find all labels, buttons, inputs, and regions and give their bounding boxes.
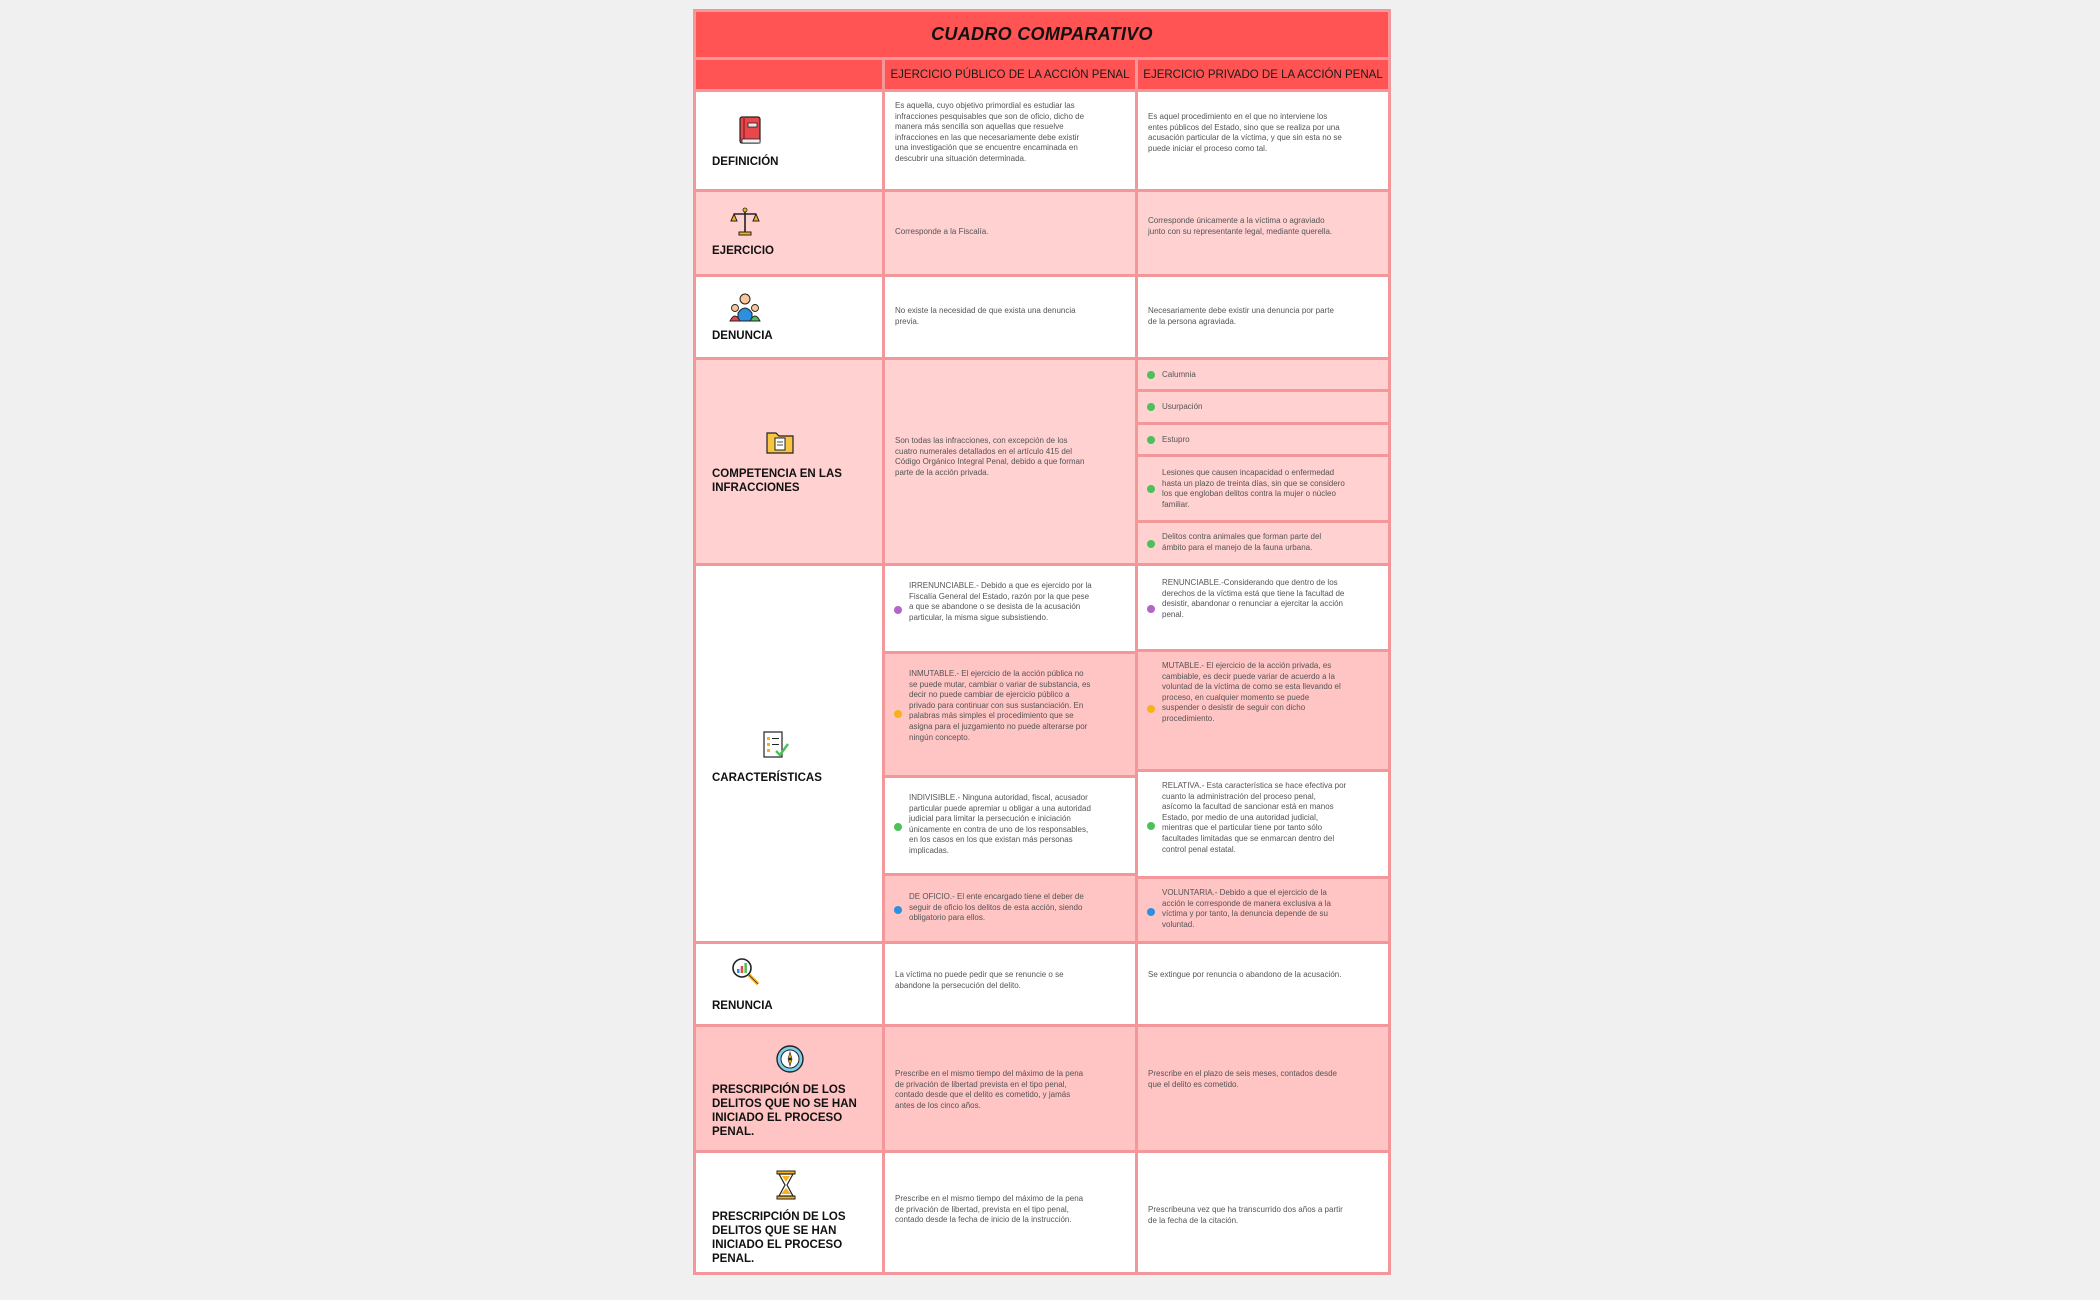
row-label-text: PRESCRIPCIÓN DE LOS DELITOS QUE NO SE HAN INICIADO EL PROCESO PENAL.	[712, 1084, 857, 1138]
row-label-prescripcion-iniciado	[696, 1153, 885, 1272]
green-bullet-icon	[894, 823, 902, 831]
blue-bullet-icon	[1147, 908, 1155, 916]
list-item-de-oficio	[885, 876, 1138, 944]
scales-icon	[729, 206, 761, 238]
row-label-text: CARACTERÍSTICAS	[712, 772, 822, 784]
orange-bullet-icon	[1147, 705, 1155, 713]
cell-text: Prescribe en el mismo tiempo del máximo de la pena de privación de libertad, prevista en el tipo penal, contado desde la fecha de inicio de la instrucción.	[895, 1194, 1084, 1225]
green-check-icon	[1147, 436, 1155, 444]
row-label-caracteristicas	[696, 566, 885, 944]
row-label-renuncia	[696, 944, 885, 1027]
purple-bullet-icon	[894, 606, 902, 614]
green-check-icon	[1147, 371, 1155, 379]
cell-text: Corresponde únicamente a la víctima o agraviado junto con su representante legal, mediante querella.	[1148, 216, 1333, 236]
list-item-text: Estupro	[1162, 435, 1190, 444]
list-item-text: MUTABLE.- El ejercicio de la acción privada, es cambiable, es decir puede variar de acuerdo a la voluntad de la víctima de como se esta llevando el proceso, en cualquier momento se puede suspender o desistir de seguir con dicho procedimiento.	[1162, 661, 1341, 723]
cell-text: Es aquel procedimiento en el que no interviene los entes públicos del Estado, sino que se realiza por una acusación particular de la víctima, y que sin esta no se puede iniciar el proceso como tal.	[1148, 112, 1342, 153]
list-item-text: Delitos contra animales que forman parte del ámbito para el manejo de la fauna urbana.	[1162, 532, 1322, 552]
list-item-text: Usurpación	[1162, 402, 1203, 411]
list-item-mutable	[1138, 652, 1388, 772]
header-empty-cell	[696, 60, 885, 92]
header-private-label: EJERCICIO PRIVADO DE LA ACCIÓN PENAL	[1143, 68, 1383, 81]
list-item-text: Lesiones que causen incapacidad o enfermedad hasta un plazo de treinta días, sin que se considero los que engloban delitos contra la mujer o núcleo familiar.	[1162, 468, 1345, 509]
list-item-lesiones	[1138, 457, 1388, 523]
cell-prescripcion-iniciado-private	[1138, 1153, 1388, 1272]
row-label-denuncia	[696, 277, 885, 360]
cell-text: No existe la necesidad de que exista una denuncia previa.	[895, 306, 1076, 326]
list-item-relativa	[1138, 772, 1388, 879]
purple-bullet-icon	[1147, 605, 1155, 613]
row-label-prescripcion-no-iniciado	[696, 1027, 885, 1153]
comparison-table	[693, 9, 1391, 1275]
list-item-text: Calumnia	[1162, 370, 1196, 379]
list-item-text: RENUNCIABLE.-Considerando que dentro de los derechos de la víctima está que tiene la facultad de desistir, abandonar o renunciar a ejercitar la acción penal.	[1162, 578, 1345, 619]
checklist-icon	[759, 729, 791, 761]
cell-renuncia-public	[885, 944, 1138, 1027]
row-label-text: DENUNCIA	[712, 330, 773, 342]
row-label-text: DEFINICIÓN	[712, 156, 779, 168]
title-bar	[696, 12, 1388, 60]
orange-bullet-icon	[894, 710, 902, 718]
row-label-text: PRESCRIPCIÓN DE LOS DELITOS QUE SE HAN INICIADO EL PROCESO PENAL.	[712, 1211, 846, 1265]
cell-text: Prescribeuna vez que ha transcurrido dos años a partir de la fecha de la citación.	[1148, 1205, 1343, 1225]
cell-ejercicio-public	[885, 192, 1138, 277]
list-item-text: INMUTABLE.- El ejercicio de la acción pública no se puede mutar, cambiar o variar de substancia, es decir no puede cambiar de ejercicio público a privado para continuar con sus sustanciación. En palabras más simples el procedimiento que se asigna para el juzgamiento no puede alterarse por ningún concepto.	[909, 669, 1091, 742]
compass-icon	[774, 1043, 806, 1075]
list-item-estupro	[1138, 425, 1388, 457]
cell-text: Se extingue por renuncia o abandono de la acusación.	[1148, 970, 1342, 979]
cell-prescripcion-iniciado-public	[885, 1153, 1138, 1272]
row-label-definicion	[696, 92, 885, 192]
list-item-voluntaria	[1138, 879, 1388, 944]
cell-text: La víctima no puede pedir que se renuncie o se abandone la persecución del delito.	[895, 970, 1064, 990]
green-check-icon	[1147, 403, 1155, 411]
cell-denuncia-private	[1138, 277, 1388, 360]
header-public	[885, 60, 1138, 92]
blue-bullet-icon	[894, 906, 902, 914]
green-bullet-icon	[1147, 822, 1155, 830]
list-item-renunciable	[1138, 566, 1388, 652]
list-item-text: VOLUNTARIA.- Debido a que el ejercicio de la acción le corresponde de manera exclusiva a la víctima y por tanto, la denuncia depende de su voluntad.	[1162, 888, 1331, 929]
cell-renuncia-private	[1138, 944, 1388, 1027]
row-label-text: RENUNCIA	[712, 1000, 773, 1012]
people-icon	[729, 291, 761, 323]
cell-text: Son todas las infracciones, con excepción de los cuatro numerales detallados en el artículo 415 del Código Orgánico Integral Penal, debido a que forman parte de la acción privada.	[895, 436, 1085, 477]
list-item-text: INDIVISIBLE.- Ninguna autoridad, fiscal, acusador particular puede apremiar u obligar a una autoridad judicial para limitar la persecución e iniciación únicamente en contra de uno de los responsables, en los casos en los que existan más personas implicadas.	[909, 793, 1091, 855]
cell-text: Corresponde a la Fiscalía.	[895, 227, 989, 236]
folder-icon	[764, 426, 796, 458]
cell-denuncia-public	[885, 277, 1138, 360]
cell-prescripcion-no-iniciado-public	[885, 1027, 1138, 1153]
cell-definicion-public	[885, 92, 1138, 192]
cell-text: Prescribe en el mismo tiempo del máximo de la pena de privación de libertad prevista en el tipo penal, contado desde que el delito es cometido, y jamás antes de los cinco años.	[895, 1069, 1084, 1110]
cell-ejercicio-private	[1138, 192, 1388, 277]
magnifier-chart-icon	[729, 955, 761, 987]
row-label-text: EJERCICIO	[712, 245, 774, 257]
green-check-icon	[1147, 540, 1155, 548]
cell-definicion-private	[1138, 92, 1388, 192]
list-item-animales	[1138, 523, 1388, 566]
header-private	[1138, 60, 1388, 92]
cell-text: Prescribe en el plazo de seis meses, contados desde que el delito es cometido.	[1148, 1069, 1337, 1089]
list-item-inmutable	[885, 654, 1138, 778]
cell-prescripcion-no-iniciado-private	[1138, 1027, 1388, 1153]
list-item-calumnia	[1138, 360, 1388, 392]
cell-competencia-public	[885, 360, 1138, 566]
list-item-text: RELATIVA.- Esta característica se hace efectiva por cuanto la administración del proceso penal, asícomo la facultad de sancionar está en manos Estado, por medio de una autoridad judicial, mientras que el particular tiene por tanto sólo facultades limitadas que se enmarcan dentro del control penal estatal.	[1162, 781, 1347, 854]
list-item-irrenunciable	[885, 566, 1138, 654]
row-label-competencia	[696, 360, 885, 566]
header-public-label: EJERCICIO PÚBLICO DE LA ACCIÓN PENAL	[890, 68, 1130, 81]
list-item-text: IRRENUNCIABLE.- Debido a que es ejercido por la Fiscalía General del Estado, razón por la que pese a que se abandone o se desista de la acusación particular, la misma sigue subsistiendo.	[909, 581, 1092, 622]
page-title: CUADRO COMPARATIVO	[931, 24, 1153, 44]
row-label-ejercicio	[696, 192, 885, 277]
cell-text: Es aquella, cuyo objetivo primordial es estudiar las infracciones pesquisables que son de oficio, dicho de manera más sencilla son aquellas que resuelve infracciones en las que necesariamente debe existir una investigación que se encuentre encaminada en descubrir una situación determinada.	[895, 101, 1085, 163]
hourglass-icon	[770, 1169, 802, 1201]
green-check-icon	[1147, 485, 1155, 493]
list-item-indivisible	[885, 778, 1138, 876]
list-item-usurpacion	[1138, 392, 1388, 425]
book-icon	[734, 114, 766, 146]
row-label-text: COMPETENCIA EN LAS INFRACCIONES	[712, 468, 842, 494]
cell-text: Necesariamente debe existir una denuncia por parte de la persona agraviada.	[1148, 306, 1334, 326]
list-item-text: DE OFICIO.- El ente encargado tiene el deber de seguir de oficio los delitos de esta acción, siendo obligatorio para ellos.	[909, 892, 1084, 923]
